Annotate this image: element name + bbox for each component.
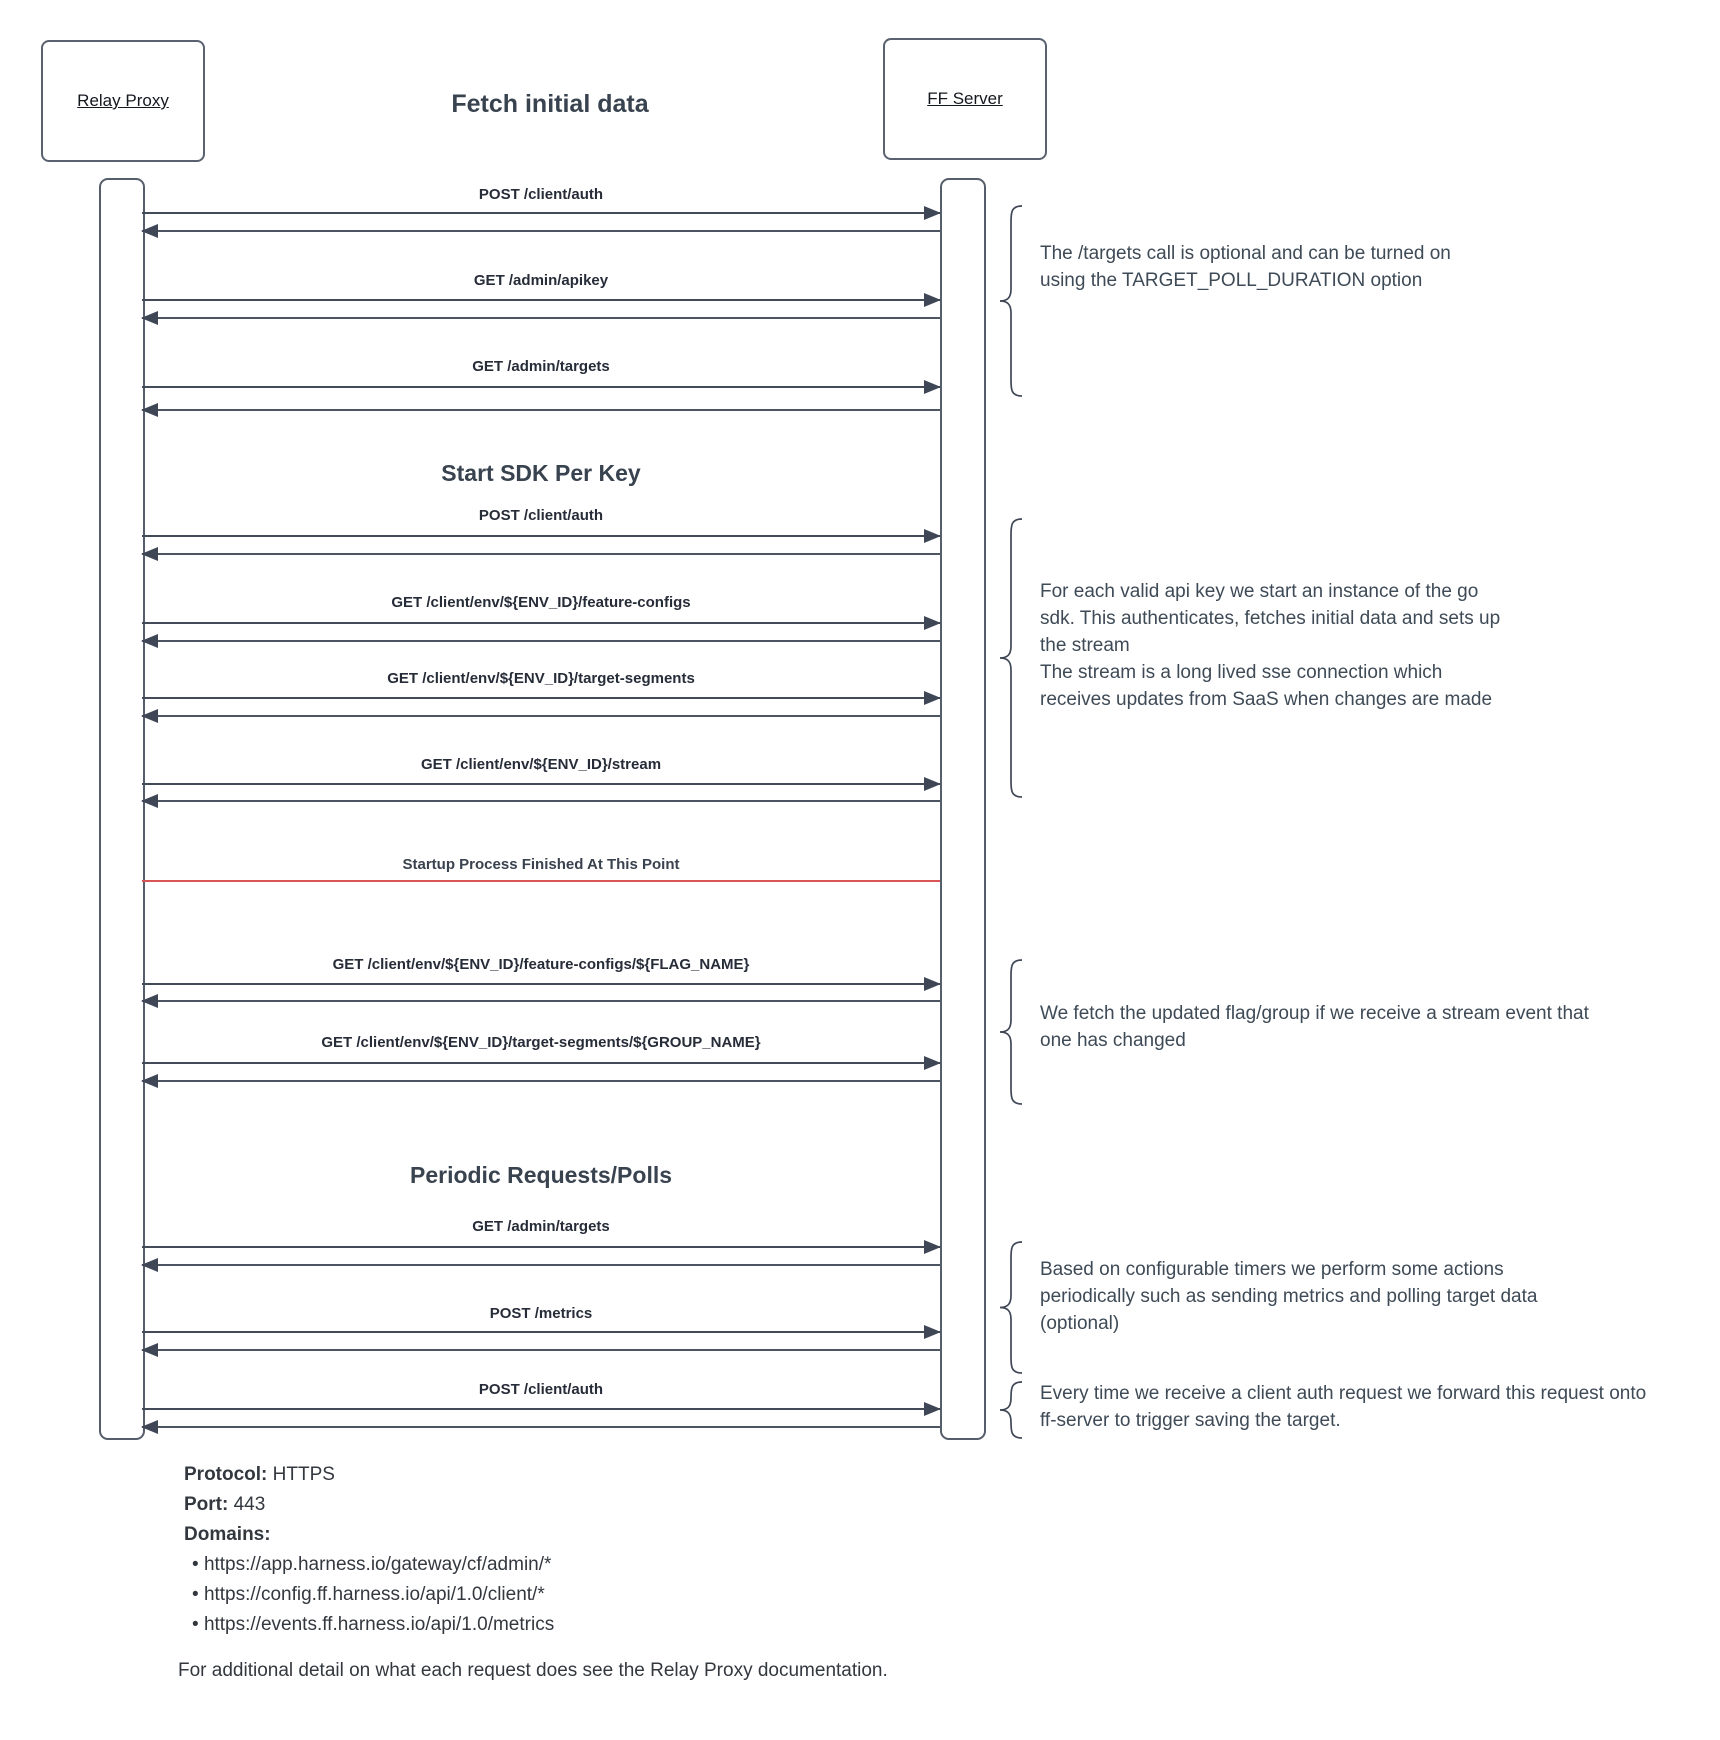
response-arrow xyxy=(142,409,940,411)
message-label: GET /admin/apikey xyxy=(473,272,609,289)
response-arrow xyxy=(142,553,940,555)
arrowhead-right-icon xyxy=(924,293,941,307)
annotation-brace-icon xyxy=(998,517,1024,804)
footer-protocol-label: Protocol: xyxy=(184,1464,268,1485)
arrowhead-right-icon xyxy=(924,1325,941,1339)
lifeline-ff-server xyxy=(940,178,986,1440)
message-label: GET /client/env/${ENV_ID}/stream xyxy=(420,756,662,773)
actor-box-relay-proxy xyxy=(41,40,205,162)
startup-divider-line xyxy=(142,880,940,882)
message-label: GET /client/env/${ENV_ID}/target-segments xyxy=(387,670,695,687)
response-arrow xyxy=(142,230,940,232)
request-arrow xyxy=(142,783,940,785)
response-arrow xyxy=(142,1349,940,1351)
arrowhead-right-icon xyxy=(924,1240,941,1254)
arrowhead-left-icon xyxy=(141,634,158,648)
request-arrow xyxy=(142,1062,940,1064)
request-arrow xyxy=(142,535,940,537)
arrowhead-left-icon xyxy=(141,224,158,238)
diagram-title: Fetch initial data xyxy=(451,90,649,118)
message-label: GET /admin/targets xyxy=(472,358,610,375)
message-label: POST /metrics xyxy=(489,1305,593,1322)
arrowhead-left-icon xyxy=(141,403,158,417)
message-label: POST /client/auth xyxy=(478,507,604,524)
arrowhead-right-icon xyxy=(924,777,941,791)
footer-protocol-value: HTTPS xyxy=(272,1464,335,1485)
actor-label-relay-proxy: Relay Proxy xyxy=(77,91,169,110)
startup-divider-label: Startup Process Finished At This Point xyxy=(402,856,680,873)
arrowhead-left-icon xyxy=(141,994,158,1008)
arrowhead-left-icon xyxy=(141,1420,158,1434)
arrowhead-left-icon xyxy=(141,709,158,723)
response-arrow xyxy=(142,1426,940,1428)
request-arrow xyxy=(142,983,940,985)
actor-box-ff-server xyxy=(883,38,1047,160)
annotation-text xyxy=(1040,1000,1610,1054)
annotation-paragraph: Based on configurable timers we perform some actions periodically such as sending metrics and polling target data (optional) xyxy=(1040,1259,1538,1334)
response-arrow xyxy=(142,640,940,642)
message-label: POST /client/auth xyxy=(478,1381,604,1398)
arrowhead-left-icon xyxy=(141,1258,158,1272)
response-arrow xyxy=(142,1000,940,1002)
annotation-paragraph: The /targets call is optional and can be turned on using the TARGET_POLL_DURATION option xyxy=(1040,243,1451,291)
footer-domains-list xyxy=(184,1550,554,1640)
footer-protocol xyxy=(184,1460,554,1490)
annotation-text xyxy=(1040,1380,1650,1434)
response-arrow xyxy=(142,715,940,717)
annotation-paragraph: Every time we receive a client auth request we forward this request onto ff-server to trigger saving the target. xyxy=(1040,1383,1647,1431)
annotation-paragraph: The stream is a long lived sse connection which receives updates from SaaS when changes are made xyxy=(1040,662,1493,710)
request-arrow xyxy=(142,1331,940,1333)
annotation-brace-icon xyxy=(998,1240,1024,1380)
message-label: GET /client/env/${ENV_ID}/target-segments/${GROUP_NAME} xyxy=(321,1034,761,1051)
request-arrow xyxy=(142,1246,940,1248)
section-title: Start SDK Per Key xyxy=(441,460,641,486)
arrowhead-right-icon xyxy=(924,1402,941,1416)
response-arrow xyxy=(142,800,940,802)
footer-port-label: Port: xyxy=(184,1494,229,1515)
section-title: Periodic Requests/Polls xyxy=(409,1162,673,1188)
footer-domain-item: • https://events.ff.harness.io/api/1.0/metrics xyxy=(184,1610,554,1640)
response-arrow xyxy=(142,1264,940,1266)
annotation-paragraph: For each valid api key we start an instance of the go sdk. This authenticates, fetches initial data and sets up the stream xyxy=(1040,581,1501,656)
arrowhead-left-icon xyxy=(141,1074,158,1088)
message-label: POST /client/auth xyxy=(478,186,604,203)
message-label: GET /client/env/${ENV_ID}/feature-configs xyxy=(391,594,691,611)
footer-port-value: 443 xyxy=(233,1494,266,1515)
annotation-brace-icon xyxy=(998,204,1024,403)
request-arrow xyxy=(142,299,940,301)
lifeline-relay-proxy xyxy=(99,178,145,1440)
message-label: GET /client/env/${ENV_ID}/feature-configs/${FLAG_NAME} xyxy=(332,956,750,973)
annotation-brace-icon xyxy=(998,958,1024,1111)
actor-label-ff-server: FF Server xyxy=(927,89,1003,108)
arrowhead-left-icon xyxy=(141,1343,158,1357)
arrowhead-left-icon xyxy=(141,794,158,808)
footer-port xyxy=(184,1490,554,1520)
request-arrow xyxy=(142,622,940,624)
arrowhead-left-icon xyxy=(141,547,158,561)
arrowhead-right-icon xyxy=(924,206,941,220)
arrowhead-right-icon xyxy=(924,691,941,705)
annotation-brace-icon xyxy=(998,1380,1024,1445)
request-arrow xyxy=(142,386,940,388)
arrowhead-right-icon xyxy=(924,616,941,630)
footer-domains-label: Domains: xyxy=(184,1524,271,1545)
footer-domain-item: • https://app.harness.io/gateway/cf/admin/* xyxy=(184,1550,554,1580)
annotation-text xyxy=(1040,240,1495,294)
footer-info xyxy=(184,1460,554,1640)
request-arrow xyxy=(142,1408,940,1410)
response-arrow xyxy=(142,1080,940,1082)
arrowhead-right-icon xyxy=(924,380,941,394)
message-label: GET /admin/targets xyxy=(472,1218,610,1235)
arrowhead-right-icon xyxy=(924,529,941,543)
footer-note: For additional detail on what each request does see the Relay Proxy documentation. xyxy=(178,1660,888,1681)
arrowhead-left-icon xyxy=(141,311,158,325)
response-arrow xyxy=(142,317,940,319)
arrowhead-right-icon xyxy=(924,1056,941,1070)
annotation-text xyxy=(1040,1256,1540,1337)
annotation-paragraph: We fetch the updated flag/group if we receive a stream event that one has changed xyxy=(1040,1003,1589,1051)
arrowhead-right-icon xyxy=(924,977,941,991)
footer-domain-item: • https://config.ff.harness.io/api/1.0/client/* xyxy=(184,1580,554,1610)
request-arrow xyxy=(142,212,940,214)
annotation-text xyxy=(1040,578,1510,713)
request-arrow xyxy=(142,697,940,699)
